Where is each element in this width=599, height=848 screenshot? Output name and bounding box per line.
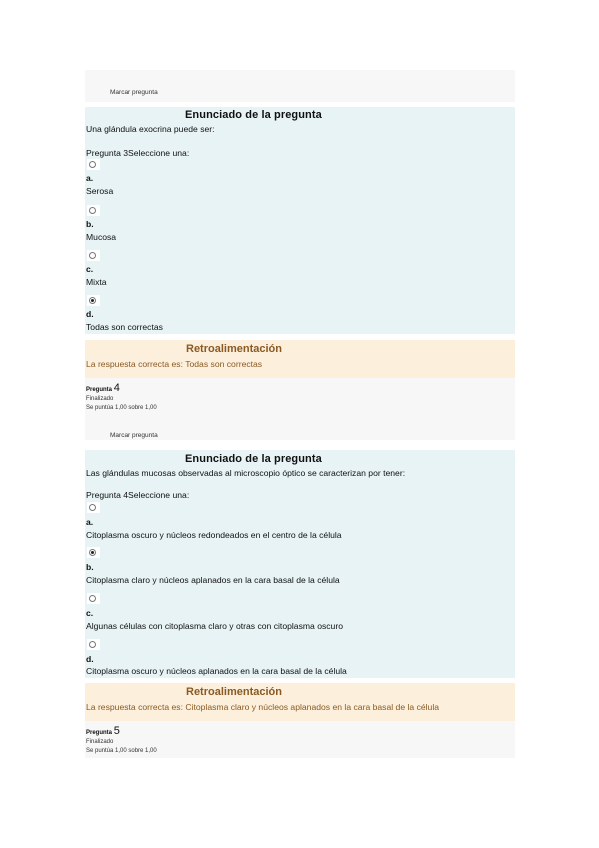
option-c-label[interactable]: Mixta xyxy=(86,277,107,287)
answer-prompt: Pregunta 3Seleccione una: xyxy=(86,148,190,158)
option-c-radio[interactable] xyxy=(87,593,100,604)
question-number: 5 xyxy=(113,725,120,737)
option-d-letter: d. xyxy=(86,654,94,664)
question-state: Finalizado xyxy=(86,739,114,745)
option-c-label[interactable]: Algunas células con citoplasma claro y otras con citoplasma oscuro xyxy=(86,621,343,631)
option-a-letter: a. xyxy=(86,517,94,527)
option-a-radio[interactable] xyxy=(87,159,100,170)
option-b-radio[interactable] xyxy=(87,205,100,216)
option-d-radio[interactable] xyxy=(87,639,100,650)
question-text: Las glándulas mucosas observadas al microscopio óptico se caracterizan por tener: xyxy=(86,468,406,478)
option-a-label[interactable]: Citoplasma oscuro y núcleos redondeados en el centro de la célula xyxy=(86,530,342,540)
option-b-letter: b. xyxy=(86,219,94,229)
question-label-text: Pregunta xyxy=(86,730,113,736)
option-a-letter: a. xyxy=(86,173,94,183)
question-state: Finalizado xyxy=(86,396,114,402)
option-a-label[interactable]: Serosa xyxy=(86,186,114,196)
option-c-letter: c. xyxy=(86,264,94,274)
question-number-label xyxy=(86,725,120,737)
option-b-letter: b. xyxy=(86,562,94,572)
question-number: 4 xyxy=(113,382,120,394)
option-d-label[interactable]: Todas son correctas xyxy=(86,322,163,332)
question-grade: Se puntúa 1,00 sobre 1,00 xyxy=(86,405,157,411)
question-4-info xyxy=(85,378,515,440)
question-grade: Se puntúa 1,00 sobre 1,00 xyxy=(86,748,157,754)
question-heading: Enunciado de la pregunta xyxy=(185,453,322,465)
answer-prompt: Pregunta 4Seleccione una: xyxy=(86,490,190,500)
question-3-feedback xyxy=(85,340,515,378)
question-3-formulation xyxy=(85,107,515,334)
question-text: Una glándula exocrina puede ser: xyxy=(86,124,215,134)
feedback-title: Retroalimentación xyxy=(186,686,282,698)
option-a-radio[interactable] xyxy=(87,502,100,513)
option-c-radio[interactable] xyxy=(87,250,100,261)
question-heading: Enunciado de la pregunta xyxy=(185,109,322,121)
question-3-flag-strip xyxy=(85,70,515,102)
flag-question-link[interactable]: Marcar pregunta xyxy=(110,432,158,439)
option-d-radio[interactable] xyxy=(87,295,100,306)
question-4-formulation xyxy=(85,450,515,678)
option-c-letter: c. xyxy=(86,608,94,618)
feedback-title: Retroalimentación xyxy=(186,343,282,355)
question-5-info xyxy=(85,721,515,758)
option-d-label[interactable]: Citoplasma oscuro y núcleos aplanados en la cara basal de la célula xyxy=(86,666,347,676)
option-d-letter: d. xyxy=(86,309,94,319)
flag-question-link[interactable]: Marcar pregunta xyxy=(110,89,158,96)
option-b-label[interactable]: Mucosa xyxy=(86,232,117,242)
question-label-text: Pregunta xyxy=(86,387,113,393)
question-number-label xyxy=(86,382,120,394)
feedback-correct-answer: La respuesta correcta es: Todas son correctas xyxy=(86,359,263,369)
option-b-radio[interactable] xyxy=(87,547,100,558)
question-4-feedback xyxy=(85,683,515,721)
feedback-correct-answer: La respuesta correcta es: Citoplasma claro y núcleos aplanados en la cara basal de la célula xyxy=(86,702,440,712)
option-b-label[interactable]: Citoplasma claro y núcleos aplanados en la cara basal de la célula xyxy=(86,575,340,585)
